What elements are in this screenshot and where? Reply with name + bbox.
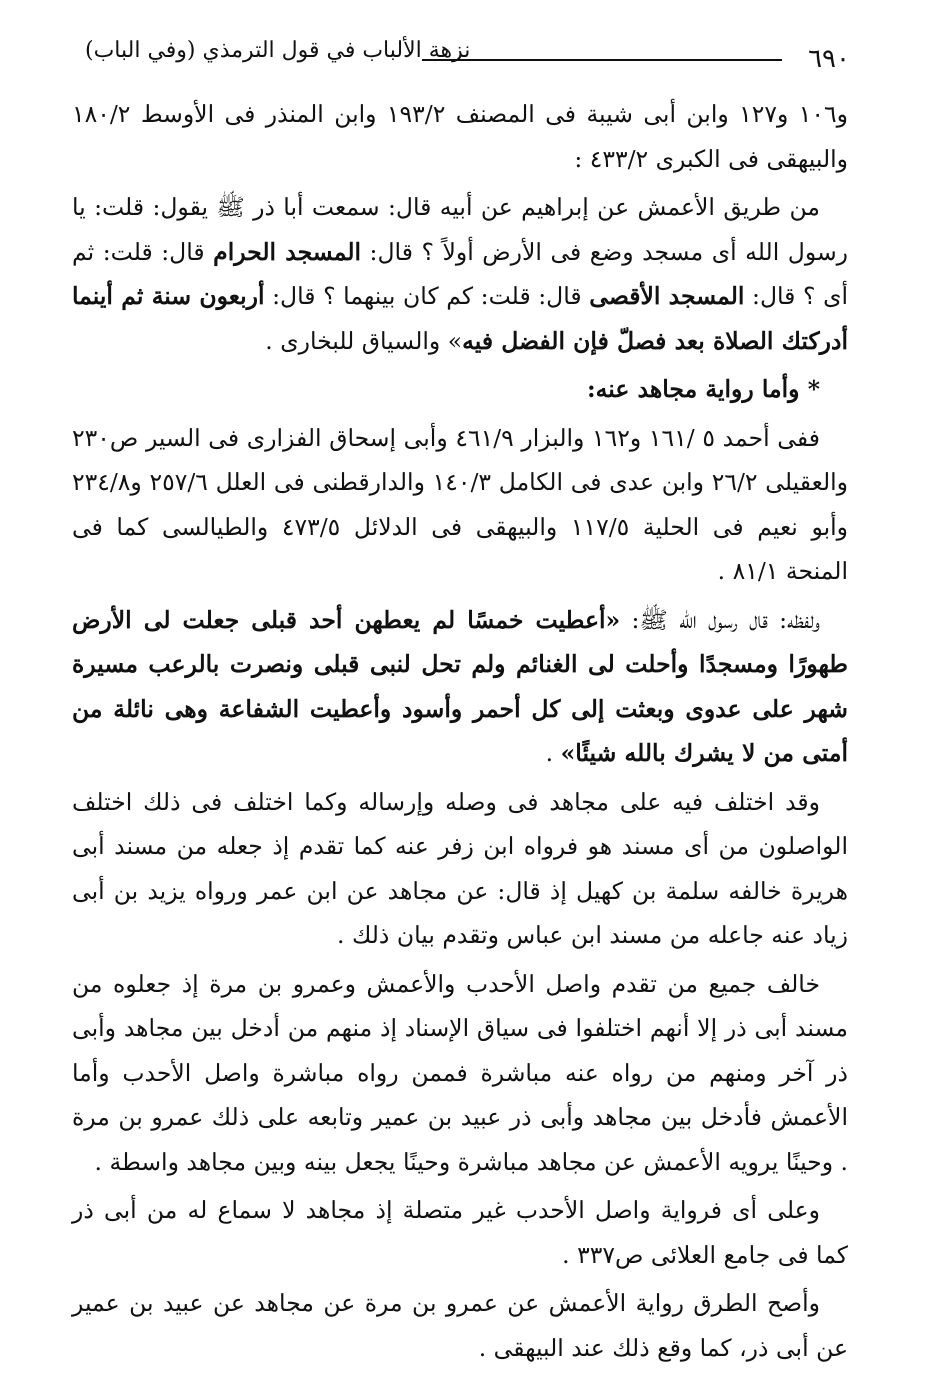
page-header [60, 38, 860, 88]
page-number: ٦٩٠ [808, 44, 850, 74]
paragraph [72, 367, 848, 412]
paragraph [72, 1188, 848, 1277]
text-run: وقد اختلف فيه على مجاهد فى وصله وإرساله وكما اختلف فى ذلك اختلف الواصلون من أى مسند هو فرواه ابن زفر عنه كما تقدم إذ جعله من مسند أبى هريرة خالفه سلمة بن كهيل إذ قال: عن مجاهد عن ابن عمر ورواه يزيد بن أبى زياد عنه جاعله من مسند ابن عباس وتقدم بيان ذلك . [72, 787, 848, 949]
text-run: خالف جميع من تقدم واصل الأحدب والأعمش وعمرو بن مرة إذ جعلوه من مسند أبى ذر إلا أنهم اختلفوا فى سياق الإسناد إذ منهم من أدخل بين مجاهد وأبى ذر آخر ومنهم من رواه عنه مباشرة فممن رواه مباشرة واصل الأحدب وأما الأعمش فأدخل بين مجاهد وأبى ذر عبيد بن عمير وتابعه على ذلك عمرو بن مرة . وحينًا يرويه الأعمش عن مجاهد مباشرة وحينًا يجعل بينه وبين مجاهد واسطة . [72, 969, 848, 1176]
text-run: قال: قلت: ثم أى ؟ قال: [72, 237, 848, 310]
bold-text: * وأما رواية مجاهد عنه: [586, 375, 820, 403]
text-run: وعلى أى فرواية واصل الأحدب غير متصلة إذ مجاهد لا سماع له من أبى ذر كما فى جامع العلائى ص٣٣٧ . [72, 1196, 848, 1269]
text-run: ففى أحمد ٥ /١٦١ و١٦٢ والبزار ٤٦١/٩ وأبى إسحاق الفزارى فى السير ص٢٣٠ والعقيلى ٢٦/٢ وابن عدى فى الكامل ١٤٠/٣ والدارقطنى فى العلل ٢٥٧/٦ و٢٣٤/٨ وأبو نعيم فى الحلية ١١٧/٥ والبيهقى فى الدلائل ٤٧٣/٥ والطيالسى كما فى المنحة ٨١/١ . [72, 423, 849, 585]
text-run: ولفظه: قال رسول الله ﷺ: [620, 605, 821, 634]
paragraph [72, 185, 848, 363]
bold-text: المسجد الحرام [213, 237, 362, 266]
text-run: » والسياق للبخارى . [265, 326, 463, 355]
text-run: قال: قلت: كم كان بينهما ؟ قال: [264, 282, 590, 310]
header-rule [422, 59, 782, 61]
text-run: وأصح الطرق رواية الأعمش عن عمرو بن مرة عن مجاهد عن عبيد بن عمير عن أبى ذر، كما وقع ذلك عند البيهقى . [72, 1289, 848, 1362]
paragraph [72, 598, 848, 776]
text-run: . [545, 739, 561, 767]
paragraph [72, 780, 848, 958]
text-run: و١٠٦ و١٢٧ وابن أبى شيبة فى المصنف ١٩٣/٢ وابن المنذر فى الأوسط ١٨٠/٢ والبيهقى فى الكبرى ٤٣٣/٢ : [72, 100, 848, 173]
bold-text: «أعطيت خمسًا لم يعطهن أحد قبلى جعلت لى الأرض طهورًا ومسجدًا وأحلت لى الغنائم ولم تحل لنبى قبلى ونصرت بالرعب مسيرة شهر على عدوى وبعثت إلى كل أحمر وأسود وأعطيت الشفاعة وهى نائلة من أمتى من لا يشرك بالله شيئًا» [72, 605, 848, 767]
bold-text: المسجد الأقصى [589, 282, 745, 310]
paragraph [72, 92, 848, 181]
running-title: نزهة الألباب في قول الترمذي (وفي الباب) [85, 38, 471, 63]
paragraph [72, 962, 848, 1185]
text-run: من طريق الأعمش عن إبراهيم عن أبيه قال: سمعت أبا ذر ﷺ يقول: قلت: يا رسول الله أى مسجد وضع فى الأرض أولاً ؟ قال: [72, 193, 848, 266]
body-text [72, 92, 848, 1374]
paragraph [72, 1281, 848, 1370]
bold-text: أربعون سنة ثم أينما أدركتك الصلاة بعد فصلّ فإن الفضل فيه [72, 282, 848, 355]
paragraph [72, 416, 848, 594]
